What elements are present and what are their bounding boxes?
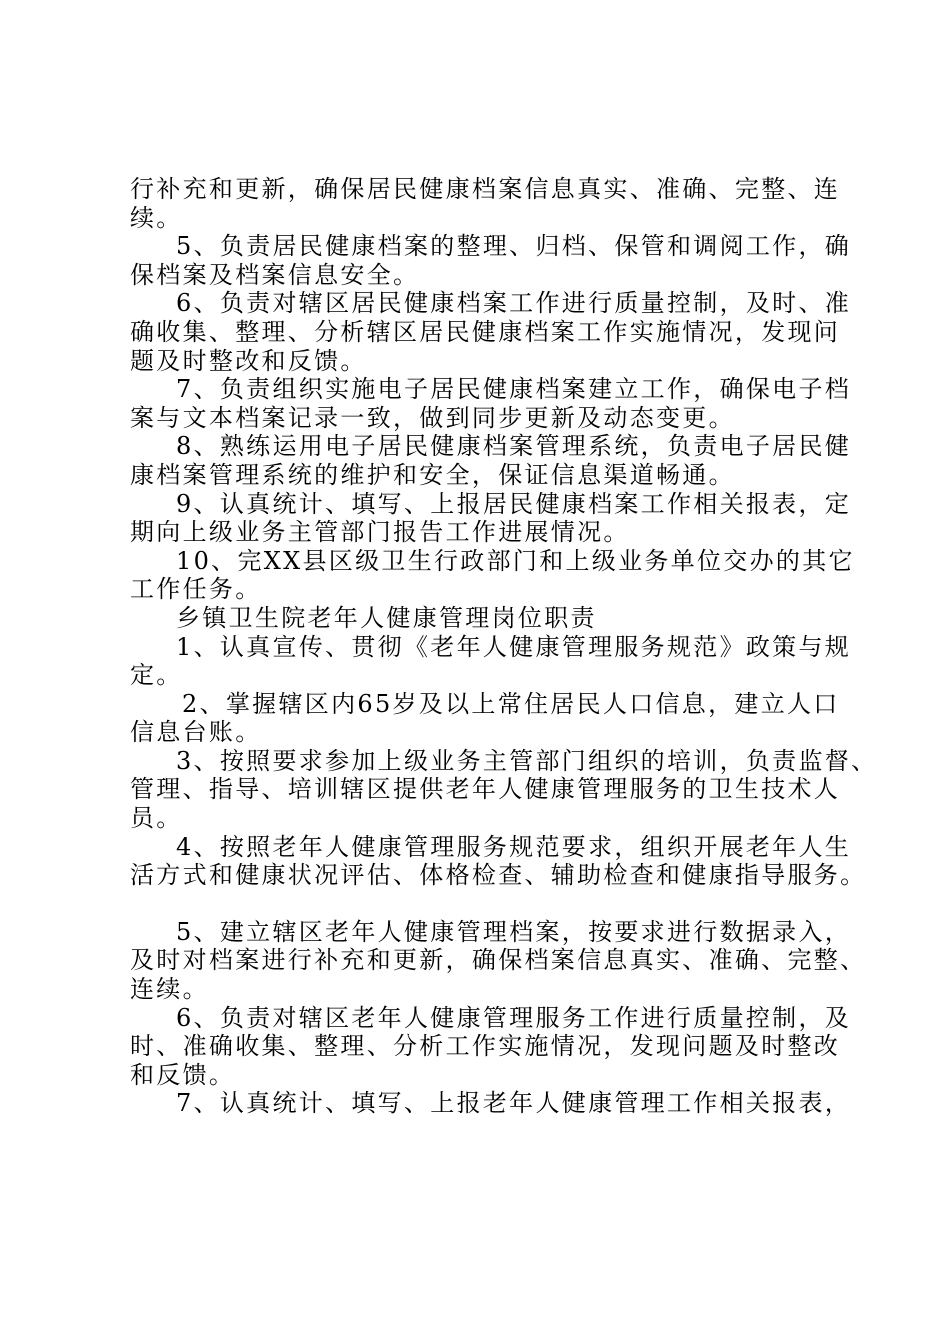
text-line: 题及时整改和反馈。 (130, 346, 367, 375)
text-line: 6、负责对辖区老年人健康管理服务工作进行质量控制，及 (176, 1003, 852, 1032)
text-line: 康档案管理系统的维护和安全，保证信息渠道畅通。 (130, 460, 735, 489)
text-line: 7、认真统计、填写、上报老年人健康管理工作相关报表， (176, 1089, 852, 1118)
text-line: 行补充和更新，确保居民健康档案信息真实、准确、完整、连 (130, 175, 841, 203)
text-line: 9、认真统计、填写、上报居民健康档案工作相关报表，定 (176, 489, 852, 518)
text-line: 和反馈。 (130, 1060, 236, 1089)
text-line: 5、负责居民健康档案的整理、归档、保管和调阅工作，确 (176, 232, 852, 261)
text-line: 管理、指导、培训辖区提供老年人健康管理服务的卫生技术人 (130, 775, 841, 804)
document-body (130, 175, 878, 1118)
section-heading: 乡镇卫生院老年人健康管理岗位职责 (176, 603, 597, 632)
text-line: 续。 (130, 203, 183, 232)
text-line: 5、建立辖区老年人健康管理档案，按要求进行数据录入， (176, 917, 852, 946)
text-line: 保档案及档案信息安全。 (130, 260, 420, 289)
text-line: 定。 (130, 661, 183, 690)
text-line: 4、按照老年人健康管理服务规范要求，组织开展老年人生 (176, 832, 852, 861)
text-line: 1、认真宣传、贯彻《老年人健康管理服务规范》政策与规 (176, 632, 852, 661)
text-line: 确收集、整理、分析辖区居民健康档案工作实施情况，发现问 (130, 317, 841, 346)
text-line: 7、负责组织实施电子居民健康档案建立工作，确保电子档 (176, 375, 852, 404)
text-line: 8、熟练运用电子居民健康档案管理系统，负责电子居民健 (176, 432, 852, 461)
text-line: 员。 (130, 804, 183, 833)
text-line: 6、负责对辖区居民健康档案工作进行质量控制，及时、准 (176, 289, 852, 318)
text-line: 工作任务。 (130, 575, 262, 604)
text-line: 信息台账。 (130, 718, 262, 747)
text-line: 3、按照要求参加上级业务主管部门组织的培训，负责监督、 (176, 746, 878, 775)
text-line: 连续。 (130, 975, 209, 1004)
text-line: 案与文本档案记录一致，做到同步更新及动态变更。 (130, 403, 735, 432)
text-line: 活方式和健康状况评估、体格检查、辅助检查和健康指导服务。 (130, 861, 867, 890)
text-line: 及时对档案进行补充和更新，确保档案信息真实、准确、完整、 (130, 946, 867, 975)
text-line: 10、完XX县区级卫生行政部门和上级业务单位交办的其它 (176, 546, 855, 575)
text-line: 期向上级业务主管部门报告工作进展情况。 (130, 518, 630, 547)
text-line: 时、准确收集、整理、分析工作实施情况，发现问题及时整改 (130, 1032, 841, 1061)
text-line: 2、掌握辖区内65岁及以上常住居民人口信息，建立人口 (182, 689, 840, 718)
